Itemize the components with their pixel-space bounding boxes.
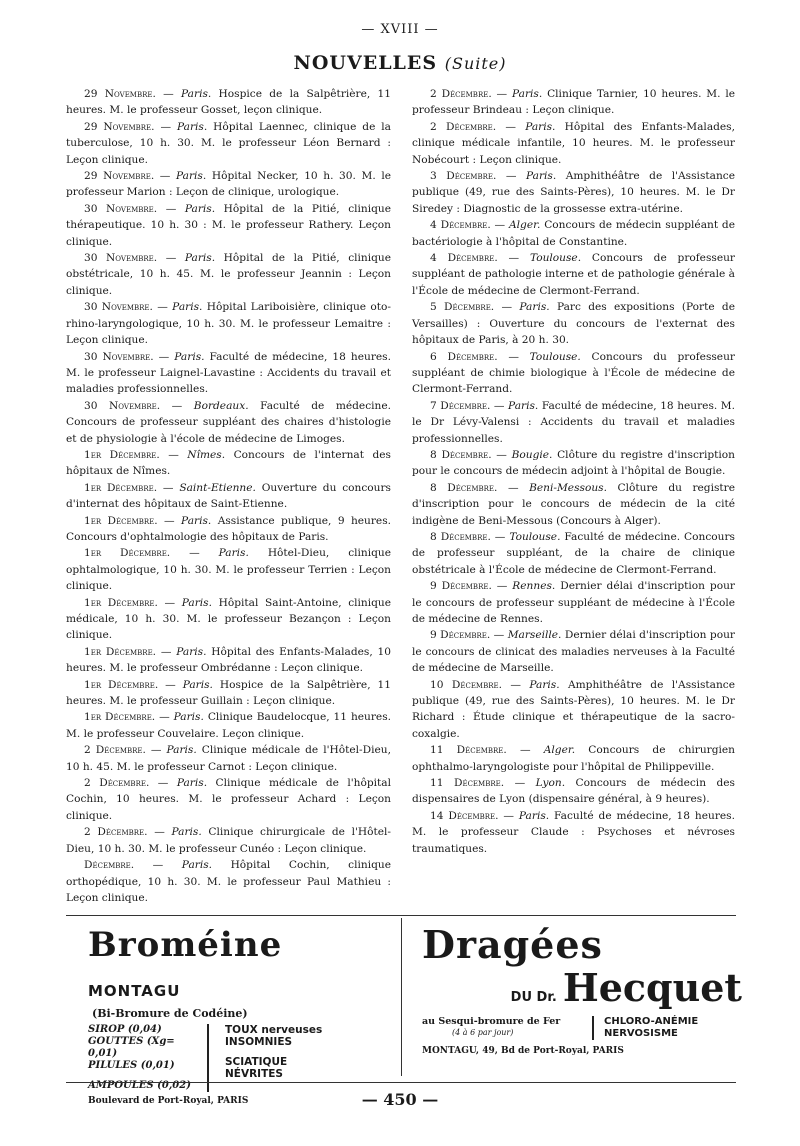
dragees-composition: [422, 1016, 592, 1040]
dragees-by: DU Dr.: [510, 990, 557, 1005]
news-entry: 7 Décembre. — Paris. Faculté de médecine, 18 heures. M. le Dr Lévy-Valensi : Accidents du travail et maladies professionnelles.: [412, 399, 735, 445]
entry-city: Marseille.: [507, 629, 562, 642]
entry-date: 1er Décembre.: [84, 481, 158, 494]
entry-text: Faculté de médecine, 18 heures. M. le professeur Claude : Psychoses et névroses traumatiques.: [412, 809, 735, 855]
entry-city: Paris.: [172, 301, 203, 314]
news-entry: 10 Décembre. — Paris. Amphithéâtre de l'Assistance publique (49, rue des Saints-Pères), 10 heures. M. le Dr Richard : Étude clinique et thérapeutique de la sacro-coxalgie.: [412, 678, 735, 740]
page-number-top: — XVIII —: [361, 22, 439, 37]
entry-text: Hospice de la Salpêtrière, 11 heures. M. le professeur Guillain : Leçon clinique.: [66, 678, 391, 708]
entry-city: Paris.: [518, 809, 550, 822]
news-entry: 1er Décembre. — Paris. Hôtel-Dieu, clinique ophtalmologique, 10 h. 30. M. le professeur Terrien : Leçon clinique.: [66, 547, 391, 593]
news-entry: 2 Décembre. — Paris. Clinique médicale de l'hôpital Cochin, 10 heures. M. le professeur Achard : Leçon clinique.: [66, 777, 391, 822]
entry-date: 2 Décembre.: [84, 777, 150, 790]
news-entry: 8 Décembre. — Beni-Messous. Clôture du registre d'inscription pour le concours de médecin de la cité indigène de Beni-Messous (Concours à Alger).: [412, 481, 735, 527]
entry-city: Paris.: [176, 120, 208, 133]
entry-city: Paris.: [218, 547, 249, 560]
news-entry: 1er Décembre. — Paris. Assistance publique, 9 heures. Concours d'ophtalmologie des hôpitaux de Paris.: [66, 514, 392, 543]
bromeine-subtitle: (Bi-Bromure de Codéine): [92, 1007, 248, 1020]
news-entry: 5 Décembre. — Paris. Parc des expositions (Porte de Versailles) : Ouverture du concours de l'externat des hôpitaux de Paris, à 20 h. 30.: [412, 301, 735, 347]
entry-text: Hôpital Laennec, clinique de la tuberculose, 10 h. 30. M. le professeur Léon Bernard : Leçon clinique.: [66, 120, 391, 166]
entry-date: 2 Décembre.: [430, 88, 492, 100]
bromeine-brand: [88, 925, 383, 1005]
bromeine-advertisement: [88, 925, 383, 1106]
entry-date: 4 Décembre.: [430, 252, 498, 265]
ad-bottom-rule: [66, 1082, 736, 1083]
news-entry: 30 Novembre. — Bordeaux. Faculté de médecine. Concours de professeur suppléant des chaires d'histologie et de physiologie à l'école de médecine de Limoges.: [66, 399, 391, 445]
entry-city: Toulouse.: [529, 350, 581, 363]
entry-text: Amphithéâtre de l'Assistance publique (49, rue des Saints-Pères), 10 heures. M. le Dr Siredey : Diagnostic de la grossesse extra-utérine.: [412, 170, 735, 215]
entry-date: 29 Novembre.: [84, 120, 155, 133]
entry-text: Clinique Baudelocque, 11 heures. M. le professeur Couvelaire. Leçon clinique.: [66, 711, 391, 740]
entry-text: Hospice de la Salpêtrière, 11 heures. M. le professeur Gosset, leçon clinique.: [66, 88, 391, 117]
indication-chloro-anemie: CHLORO-ANÉMIE: [604, 1016, 699, 1027]
dragees-dose: (4 à 6 par jour): [452, 1028, 514, 1037]
entry-text: Amphithéâtre de l'Assistance publique (49, rue des Saints-Pères), 10 heures. M. le Dr Richard : Étude clinique et thérapeutique de la sacro-coxalgie.: [412, 678, 735, 740]
entry-date: 8 Décembre.: [430, 448, 492, 461]
entry-date: 30 Novembre.: [84, 202, 158, 215]
entry-text: Clinique médicale de l'Hôtel-Dieu, 10 h. 45. M. le professeur Carnot : Leçon clinique.: [66, 744, 391, 773]
entry-city: Alger.: [543, 744, 576, 757]
news-entry: 1er Décembre. — Paris. Clinique Baudelocque, 11 heures. M. le professeur Couvelaire. Leçon clinique.: [66, 711, 391, 740]
news-entry: 30 Novembre. — Paris. Hôpital Lariboisière, clinique oto-rhino-laryngologique, 10 h. 30. M. le professeur Lemaitre : Leçon clinique.: [66, 301, 391, 347]
entry-city: Rennes.: [512, 580, 556, 593]
entry-date: 2 Décembre.: [84, 826, 148, 839]
entry-city: Paris.: [176, 645, 207, 658]
entry-date: 6 Décembre.: [430, 350, 498, 363]
entry-date: 29 Novembre.: [84, 170, 155, 183]
entry-text: Clinique médicale de l'hôpital Cochin, 10 heures. M. le professeur Achard : Leçon clinique.: [66, 777, 391, 822]
entry-city: Paris.: [174, 350, 205, 363]
entry-date: 14 Décembre.: [430, 809, 499, 822]
entry-date: 9 Décembre.: [430, 629, 491, 642]
entry-date: 3 Décembre.: [430, 170, 497, 183]
entry-city: Paris.: [181, 596, 212, 609]
news-entry: 2 Décembre. — Paris. Clinique médicale de l'Hôtel-Dieu, 10 h. 45. M. le professeur Carnot : Leçon clinique.: [66, 744, 391, 773]
entry-text: Hôpital Necker, 10 h. 30. M. le professeur Marion : Leçon de clinique, urologique.: [66, 170, 391, 199]
news-entry: Décembre. — Paris. Hôpital Cochin, clinique orthopédique, 10 h. 30. M. le professeur Paul Mathieu : Leçon clinique.: [66, 859, 391, 904]
form-gouttes: GOUTTES (Xg= 0,01): [88, 1036, 175, 1059]
entry-date: Décembre.: [84, 859, 135, 872]
bromeine-brand-name: Broméine: [88, 925, 283, 965]
entry-text: Clôture du registre d'inscription pour le concours de médecin adjoint à l'hôpital de Bougie.: [412, 448, 735, 478]
entry-date: 1er Décembre.: [84, 645, 157, 658]
entry-text: Faculté de médecine, 18 heures. M. le professeur Laignel-Lavastine : Accidents du travail et maladies professionnelles.: [66, 350, 391, 396]
news-entry: 2 Décembre. — Paris. Clinique chirurgicale de l'Hôtel-Dieu, 10 h. 30. M. le professeur Cunéo : Leçon clinique.: [66, 826, 391, 855]
entry-text: Concours de l'internat des hôpitaux de Nîmes.: [66, 448, 391, 478]
entry-city: Paris.: [508, 399, 539, 412]
indication-toux: TOUX nerveuses: [225, 1024, 323, 1036]
entry-date: 30 Novembre.: [84, 301, 153, 314]
dragees-advertisement: [422, 922, 742, 1056]
news-entry: 30 Novembre. — Paris. Faculté de médecine, 18 heures. M. le professeur Laignel-Lavastine : Accidents du travail et maladies professionnelles.: [66, 350, 391, 396]
entry-text: Dernier délai d'inscription pour le concours de clinicat des maladies nerveuses à la Faculté de médecine de Marseille.: [412, 629, 735, 675]
entry-date: 8 Décembre.: [430, 530, 491, 543]
news-entry: 1er Décembre. — Nîmes. Concours de l'internat des hôpitaux de Nîmes.: [66, 448, 391, 478]
entry-text: Concours de médecin des dispensaires de Lyon (dispensaire général, à 9 heures).: [412, 777, 735, 806]
news-entry: 29 Novembre. — Paris. Hôpital Necker, 10 h. 30. M. le professeur Marion : Leçon de clinique, urologique.: [66, 170, 391, 199]
form-pilules: PILULES (0,01): [88, 1060, 175, 1071]
entry-date: 5 Décembre.: [430, 301, 495, 314]
entry-text: Hôpital Lariboisière, clinique oto-rhino-laryngologique, 10 h. 30. M. le professeur Lemaitre : Leçon clinique.: [66, 301, 391, 347]
entry-text: Hôpital de la Pitié, clinique thérapeutique. 10 h. 30 : M. le professeur Rathery. Leçon clinique.: [66, 202, 391, 248]
news-entry: 29 Novembre. — Paris. Hôpital Laennec, clinique de la tuberculose, 10 h. 30. M. le professeur Léon Bernard : Leçon clinique.: [66, 120, 391, 166]
entry-city: Paris.: [181, 514, 212, 527]
entry-city: Paris.: [519, 301, 550, 314]
news-entry: 11 Décembre. — Alger. Concours de chirurgien ophthalmo-laryngologiste pour l'hôpital de Philippeville.: [412, 744, 735, 773]
news-entry: 11 Décembre. — Lyon. Concours de médecin des dispensaires de Lyon (dispensaire général, à 9 heures).: [412, 777, 735, 806]
entry-city: Paris.: [184, 202, 216, 215]
entry-date: 30 Novembre.: [84, 252, 158, 265]
news-entry: 3 Décembre. — Paris. Amphithéâtre de l'Assistance publique (49, rue des Saints-Pères), 10 heures. M. le Dr Siredey : Diagnostic de la grossesse extra-utérine.: [412, 170, 735, 215]
entry-city: Lyon.: [535, 777, 566, 790]
entry-date: 29 Novembre.: [84, 88, 156, 100]
heading-suite: (Suite): [444, 54, 507, 73]
news-entry: 8 Décembre. — Toulouse. Faculté de médecine. Concours de professeur suppléant, de la chaire de clinique obstétricale à l'École de médecine de Clermont-Ferrand.: [412, 530, 735, 576]
entry-text: Dernier délai d'inscription pour le concours de professeur suppléant de médecine à l'École de médecine de Rennes.: [412, 580, 735, 625]
entry-city: Alger.: [509, 219, 541, 232]
ad-divider: [401, 918, 402, 1076]
news-entry: 1er Décembre. — Paris. Hôpital des Enfants-Malades, 10 heures. M. le professeur Ombrédanne : Leçon clinique.: [66, 645, 391, 675]
bromeine-address: Boulevard de Port-Royal, PARIS: [88, 1096, 249, 1106]
entry-text: Concours de chirurgien ophthalmo-laryngologiste pour l'hôpital de Philippeville.: [412, 744, 735, 773]
entry-text: Parc des expositions (Porte de Versailles) : Ouverture du concours de l'externat des hôpitaux de Paris, à 20 h. 30.: [412, 301, 735, 347]
entry-city: Paris.: [525, 170, 557, 183]
section-heading: [0, 52, 800, 74]
entry-text: Hôtel-Dieu, clinique ophtalmologique, 10 h. 30. M. le professeur Terrien : Leçon clinique.: [66, 547, 391, 593]
news-entry: 30 Novembre. — Paris. Hôpital de la Pitié, clinique obstétricale, 10 h. 45. M. le professeur Jeannin : Leçon clinique.: [66, 252, 391, 297]
entry-city: Paris.: [175, 170, 207, 183]
news-entry: 30 Novembre. — Paris. Hôpital de la Pitié, clinique thérapeutique. 10 h. 30 : M. le professeur Rathery. Leçon clinique.: [66, 202, 391, 248]
entry-city: Paris.: [171, 826, 202, 839]
entry-date: 11 Décembre.: [430, 777, 505, 790]
ad-top-rule: [66, 915, 736, 916]
news-entry: 29 Novembre. — Paris. Hospice de la Salpêtrière, 11 heures. M. le professeur Gosset, leçon clinique.: [66, 88, 391, 117]
entry-city: Beni-Messous.: [529, 481, 607, 494]
entry-date: 11 Décembre.: [430, 744, 507, 757]
entry-city: Paris.: [525, 120, 556, 133]
entry-date: 1er Décembre.: [84, 711, 156, 724]
entry-city: Bordeaux.: [193, 399, 249, 412]
entry-city: Paris.: [182, 678, 213, 691]
indication-sciatique: SCIATIQUE: [225, 1056, 288, 1068]
entry-city: Bougie.: [511, 448, 553, 461]
news-entry: 2 Décembre. — Paris. Hôpital des Enfants-Malades, clinique médicale infantile, 10 heures. M. le professeur Nobécourt : Leçon clinique.: [412, 120, 735, 166]
form-ampoules: AMPOULES (0,02): [88, 1080, 191, 1091]
entry-text: Clôture du registre d'inscription pour le concours de médecin de la cité indigène de Beni-Messous (Concours à Alger).: [412, 481, 735, 527]
news-entry: 1er Décembre. — Paris. Hôpital Saint-Antoine, clinique médicale, 10 h. 30. M. le professeur Bezançon : Leçon clinique.: [66, 596, 391, 642]
dragees-address: MONTAGU, 49, Bd de Port-Royal, PARIS: [422, 1046, 624, 1056]
entry-city: Nîmes.: [187, 448, 226, 461]
entry-date: 2 Décembre.: [430, 120, 497, 133]
entry-city: Paris.: [529, 678, 560, 691]
dragees-composition-text: au Sesqui-bromure de Fer: [422, 1016, 561, 1027]
entry-text: Concours du professeur suppléant de chimie biologique à l'École de médecine de Clermont-Ferrand.: [412, 350, 735, 396]
entry-text: Hôpital de la Pitié, clinique obstétricale, 10 h. 45. M. le professeur Jeannin : Leçon clinique.: [66, 252, 391, 297]
entry-text: Assistance publique, 9 heures. Concours d'ophtalmologie des hôpitaux de Paris.: [66, 514, 392, 543]
news-entry: 8 Décembre. — Bougie. Clôture du registre d'inscription pour le concours de médecin adjoint à l'hôpital de Bougie.: [412, 448, 735, 478]
dragees-indications: [592, 1016, 698, 1040]
news-entry: 4 Décembre. — Toulouse. Concours de professeur suppléant de pathologie interne et de pathologie générale à l'École de médecine de Clermont-Ferrand.: [412, 252, 735, 297]
entry-text: Clinique chirurgicale de l'Hôtel-Dieu, 10 h. 30. M. le professeur Cunéo : Leçon clinique.: [66, 826, 391, 855]
entry-city: Paris.: [176, 777, 208, 790]
entry-text: Concours de médecin suppléant de bactériologie à l'hôpital de Constantine.: [412, 219, 735, 248]
dragees-maker: [422, 965, 742, 1010]
entry-text: Faculté de médecine. Concours de professeur suppléant des chaires d'histologie et de physiologie à l'école de médecine de Limoges.: [66, 399, 391, 445]
news-entry: 14 Décembre. — Paris. Faculté de médecine, 18 heures. M. le professeur Claude : Psychoses et névroses traumatiques.: [412, 809, 735, 855]
entry-date: 1er Décembre.: [84, 448, 160, 461]
news-entry: 9 Décembre. — Rennes. Dernier délai d'inscription pour le concours de professeur suppléant de médecine à l'École de médecine de Rennes.: [412, 580, 735, 625]
entry-text: Hôpital des Enfants-Malades, 10 heures. M. le professeur Ombrédanne : Leçon clinique.: [66, 645, 391, 675]
entry-date: 30 Novembre.: [84, 350, 154, 363]
entry-date: 1er Décembre.: [84, 678, 159, 691]
indication-nevrites: NÉVRITES: [225, 1068, 283, 1080]
entry-text: Hôpital Saint-Antoine, clinique médicale, 10 h. 30. M. le professeur Bezançon : Leçon clinique.: [66, 596, 391, 642]
news-entry: 6 Décembre. — Toulouse. Concours du professeur suppléant de chimie biologique à l'École de médecine de Clermont-Ferrand.: [412, 350, 735, 396]
right-column: [412, 86, 735, 857]
entry-text: Faculté de médecine. Concours de professeur suppléant, de la chaire de clinique obstétricale à l'École de médecine de Clermont-Ferrand.: [412, 530, 735, 576]
entry-city: Toulouse.: [509, 530, 561, 543]
entry-text: Concours de professeur suppléant de pathologie interne et de pathologie générale à l'École de médecine de Clermont-Ferrand.: [412, 252, 735, 297]
entry-text: Ouverture du concours d'internat des hôpitaux de Saint-Etienne.: [66, 481, 391, 511]
left-column: [66, 86, 391, 906]
entry-text: Hôpital Cochin, clinique orthopédique, 10 h. 30. M. le professeur Paul Mathieu : Leçon clinique.: [66, 859, 391, 904]
news-entry: 1er Décembre. — Paris. Hospice de la Salpêtrière, 11 heures. M. le professeur Guillain : Leçon clinique.: [66, 678, 391, 708]
entry-city: Toulouse.: [529, 252, 582, 265]
entry-date: 1er Décembre.: [84, 596, 158, 609]
entry-date: 7 Décembre.: [430, 399, 491, 412]
entry-date: 30 Novembre.: [84, 399, 161, 412]
entry-city: Paris.: [181, 859, 213, 872]
entry-date: 9 Décembre.: [430, 580, 492, 593]
news-entry: 4 Décembre. — Alger. Concours de médecin suppléant de bactériologie à l'hôpital de Constantine.: [412, 219, 735, 248]
form-sirop: SIROP (0,04): [88, 1024, 162, 1035]
dragees-maker-name: Hecquet: [562, 965, 742, 1010]
news-entry: 2 Décembre. — Paris. Clinique Tarnier, 10 heures. M. le professeur Brindeau : Leçon clinique.: [412, 88, 735, 117]
page-number-bottom: — 450 —: [361, 1090, 439, 1109]
news-entry: 1er Décembre. — Saint-Etienne. Ouverture du concours d'internat des hôpitaux de Saint-Etienne.: [66, 481, 391, 511]
dragees-details: [422, 1016, 742, 1040]
entry-text: Hôpital des Enfants-Malades, clinique médicale infantile, 10 heures. M. le professeur Nobécourt : Leçon clinique.: [412, 120, 735, 166]
indication-insomnies: INSOMNIES: [225, 1036, 293, 1048]
entry-text: Clinique Tarnier, 10 heures. M. le professeur Brindeau : Leçon clinique.: [412, 88, 735, 117]
heading-title: NOUVELLES: [293, 52, 438, 74]
entry-city: Paris.: [184, 252, 216, 265]
entry-date: 4 Décembre.: [430, 219, 491, 232]
dragees-brand: Dragées: [422, 922, 603, 967]
bromeine-brand-suffix: MONTAGU: [88, 982, 181, 1000]
news-entry: 9 Décembre. — Marseille. Dernier délai d'inscription pour le concours de clinicat des maladies nerveuses à la Faculté de médecine de Marseille.: [412, 629, 735, 675]
entry-date: 1er Décembre.: [84, 547, 171, 560]
entry-date: 2 Décembre.: [84, 744, 146, 757]
indication-nervosisme: NERVOSISME: [604, 1028, 678, 1039]
entry-city: Paris.: [173, 711, 204, 724]
entry-city: Paris.: [511, 88, 543, 100]
entry-city: Paris.: [181, 88, 212, 100]
entry-city: Saint-Etienne.: [179, 481, 256, 494]
entry-date: 10 Décembre.: [430, 678, 502, 691]
entry-date: 1er Décembre.: [84, 514, 158, 527]
entry-text: Faculté de médecine, 18 heures. M. le Dr Lévy-Valensi : Accidents du travail et maladies professionnelles.: [412, 399, 735, 445]
entry-city: Paris.: [166, 744, 197, 757]
entry-date: 8 Décembre.: [430, 481, 498, 494]
